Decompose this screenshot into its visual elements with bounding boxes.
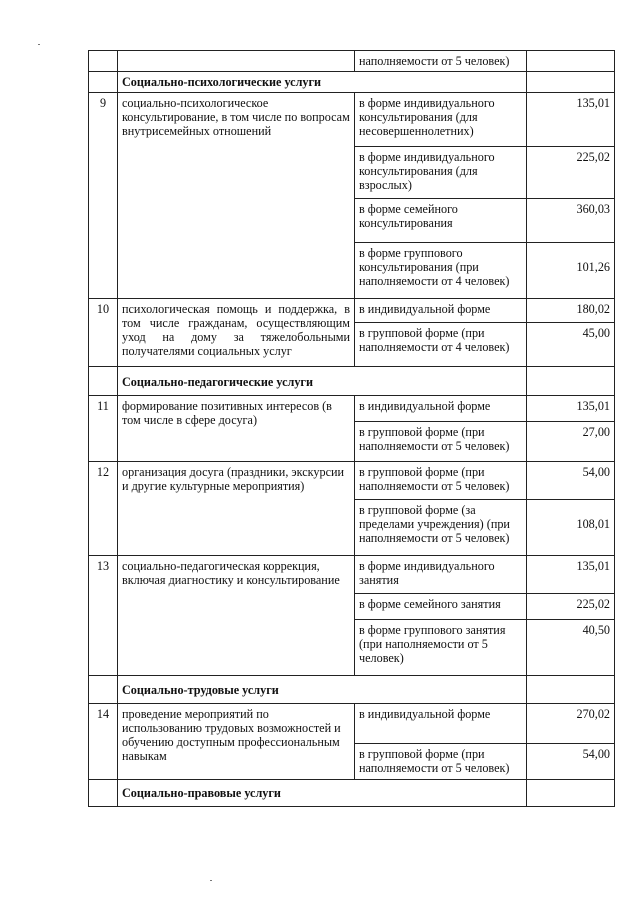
price-cell: 225,02 (527, 147, 615, 199)
row-number: 11 (89, 396, 118, 462)
table-row (89, 704, 615, 744)
service-name-cell: социально-педагогическая коррекция, включая диагностику и консультирование (118, 556, 355, 676)
price-cell: 108,01 (527, 500, 615, 556)
table-row (89, 462, 615, 500)
section-header-row (89, 676, 615, 704)
service-form-cell: в форме индивидуального консультирования (для несовершеннолетних) (355, 93, 527, 147)
section-header-row (89, 780, 615, 807)
scan-speck (210, 880, 212, 881)
service-form-cell: в индивидуальной форме (355, 704, 527, 744)
section-title: Социально-трудовые услуги (118, 676, 527, 704)
price-cell: 225,02 (527, 594, 615, 620)
price-cell: 135,01 (527, 556, 615, 594)
table-row (89, 556, 615, 594)
section-title: Социально-психологические услуги (118, 72, 527, 93)
table-row (89, 396, 615, 422)
service-name-cell: проведение мероприятий по использованию трудовых возможностей и обучению доступным профессиональным навыкам (118, 704, 355, 780)
row-number: 10 (89, 299, 118, 367)
service-form-cell: в индивидуальной форме (355, 396, 527, 422)
service-form-cell: в форме группового консультирования (при наполняемости от 4 человек) (355, 243, 527, 299)
table-row (89, 93, 615, 147)
service-name-cell: социально-психологическое консультирование, в том числе по вопросам внутрисемейных отношений (118, 93, 355, 299)
price-cell: 54,00 (527, 462, 615, 500)
table-row (89, 299, 615, 323)
price-cell: 270,02 (527, 704, 615, 744)
section-header-row (89, 72, 615, 93)
service-name-cell: психологическая помощь и поддержка, в том числе гражданам, осуществляющим уход на дому за тяжелобольными получателями социальных услуг (118, 299, 355, 367)
service-form-cell: в групповой форме (при наполняемости от 5 человек) (355, 744, 527, 780)
row-number: 13 (89, 556, 118, 676)
service-form-cell: в форме семейного консультирования (355, 199, 527, 243)
service-form-cell: наполняемости от 5 человек) (355, 51, 527, 72)
service-form-cell: в форме индивидуального занятия (355, 556, 527, 594)
price-cell: 54,00 (527, 744, 615, 780)
service-form-cell: в форме семейного занятия (355, 594, 527, 620)
service-name-cell: организация досуга (праздники, экскурсии и другие культурные мероприятия) (118, 462, 355, 556)
row-number: 9 (89, 93, 118, 299)
scan-speck (38, 44, 40, 45)
service-name-cell: формирование позитивных интересов (в том числе в сфере досуга) (118, 396, 355, 462)
section-title: Социально-правовые услуги (118, 780, 527, 807)
section-title: Социально-педагогические услуги (118, 367, 527, 396)
section-header-row (89, 367, 615, 396)
price-cell: 180,02 (527, 299, 615, 323)
price-cell: 135,01 (527, 93, 615, 147)
price-cell: 360,03 (527, 199, 615, 243)
service-form-cell: в групповой форме (при наполняемости от 5 человек) (355, 462, 527, 500)
service-form-cell: в групповой форме (за пределами учреждения) (при наполняемости от 5 человек) (355, 500, 527, 556)
services-tariff-table (88, 50, 615, 807)
price-cell: 45,00 (527, 323, 615, 367)
row-number: 14 (89, 704, 118, 780)
service-form-cell: в форме индивидуального консультирования (для взрослых) (355, 147, 527, 199)
service-form-cell: в групповой форме (при наполняемости от 4 человек) (355, 323, 527, 367)
service-form-cell: в форме группового занятия (при наполняемости от 5 человек) (355, 620, 527, 676)
price-cell: 101,26 (527, 243, 615, 299)
table-row (89, 51, 615, 72)
price-cell: 27,00 (527, 422, 615, 462)
price-cell: 40,50 (527, 620, 615, 676)
service-form-cell: в индивидуальной форме (355, 299, 527, 323)
row-number: 12 (89, 462, 118, 556)
service-form-cell: в групповой форме (при наполняемости от 5 человек) (355, 422, 527, 462)
price-cell: 135,01 (527, 396, 615, 422)
